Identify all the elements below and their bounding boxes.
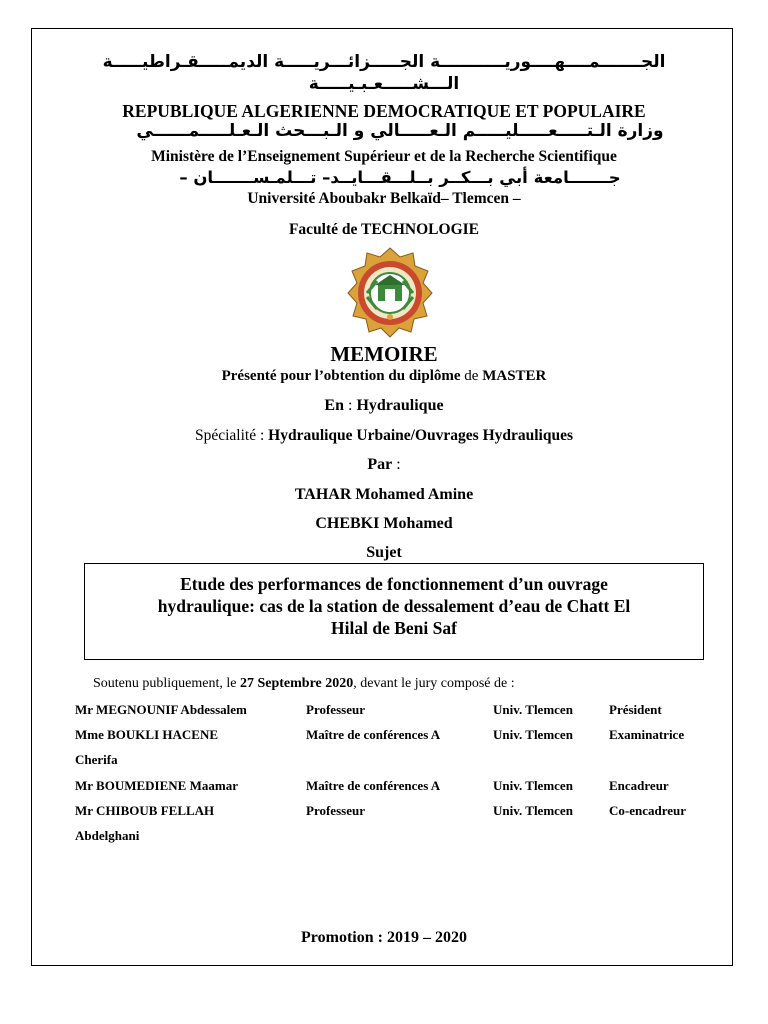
jury-member-role: Examinatrice <box>609 727 685 742</box>
jury-member-grade: Professeur <box>306 702 365 717</box>
arabic-university: جـــــــامعة أبي بـــكــر بــلـــقـــايــد– تـــلمـســـــــان – <box>179 168 621 187</box>
jury-member-name: Mme BOUKLI HACENE <box>75 727 218 742</box>
university-title: Université Aboubakr Belkaïd– Tlemcen – <box>247 190 521 207</box>
ministry-title: Ministère de l’Enseignement Supérieur et de la Recherche Scientifique <box>151 148 617 165</box>
jury-member-name-cont: Cherifa <box>75 752 118 767</box>
subject-line: Hilal de Beni Saf <box>331 618 457 638</box>
memoire-title: MEMOIRE <box>330 342 438 366</box>
jury-member-univ: Univ. Tlemcen <box>493 778 573 793</box>
jury-member-grade: Professeur <box>306 803 365 818</box>
author-name: TAHAR Mohamed Amine <box>294 486 474 503</box>
promotion: Promotion : 2019 – 2020 <box>301 929 467 946</box>
arabic-republic-line1: الجـــــــمــــهــــوريـــــــــــة الجـــــزائـــريـــــة الديمـــــقـراطيـــــة <box>102 52 666 72</box>
jury-member-name: Mr MEGNOUNIF Abdessalem <box>75 702 247 717</box>
republic-title: REPUBLIQUE ALGERIENNE DEMOCRATIQUE ET POPULAIRE <box>122 101 646 121</box>
author-name: CHEBKI Mohamed <box>315 515 453 532</box>
defense-statement: Soutenu publiquement, le 27 Septembre 2020, devant le jury composé de : <box>93 676 515 691</box>
arabic-republic-line2: الـــشـــــعـبـيـــــة <box>308 74 460 94</box>
jury-member-univ: Univ. Tlemcen <box>493 727 573 742</box>
jury-member-univ: Univ. Tlemcen <box>493 702 573 717</box>
jury-member-name-cont: Abdelghani <box>75 828 140 843</box>
subject-label: Sujet <box>366 544 402 561</box>
university-seal-icon <box>345 245 435 340</box>
jury-member-univ: Univ. Tlemcen <box>493 803 573 818</box>
jury-member-role: Encadreur <box>609 778 669 793</box>
jury-member-name: Mr CHIBOUB FELLAH <box>75 803 215 818</box>
presented-line: Présenté pour l’obtention du diplôme de MASTER <box>221 368 547 384</box>
field-line: En : Hydraulique <box>324 397 444 414</box>
jury-member-name: Mr BOUMEDIENE Maamar <box>75 778 238 793</box>
speciality-line: Spécialité : Hydraulique Urbaine/Ouvrages Hydrauliques <box>194 427 574 444</box>
subject-line: hydraulique: cas de la station de dessalement d’eau de Chatt El <box>157 596 631 616</box>
jury-member-grade: Maître de conférences A <box>306 778 441 793</box>
jury-member-role: Président <box>609 702 662 717</box>
arabic-ministry: وزارة الـتـــــعـــــليـــــم الـعـــــالي و الـبـــحث الـعـلـــــمــــــي <box>136 121 664 141</box>
subject-box <box>84 563 704 660</box>
jury-member-grade: Maître de conférences A <box>306 727 441 742</box>
jury-member-role: Co-encadreur <box>609 803 687 818</box>
authors-label: Par : <box>367 456 401 473</box>
subject-line: Etude des performances de fonctionnement d’un ouvrage <box>180 574 608 594</box>
faculty-title: Faculté de TECHNOLOGIE <box>288 221 480 238</box>
